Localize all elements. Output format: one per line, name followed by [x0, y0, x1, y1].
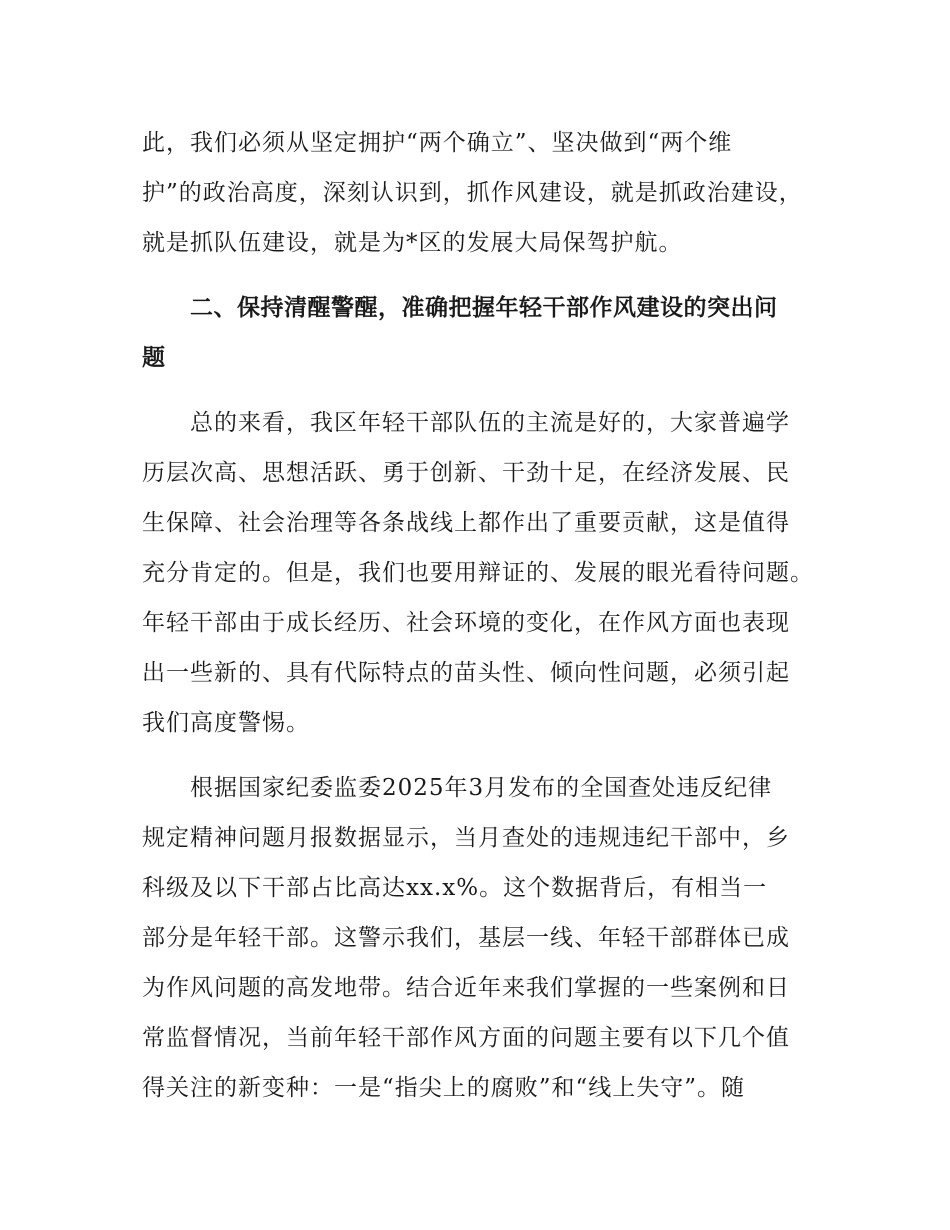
paragraph-3-line-6: 常监督情况，当前年轻干部作风方面的问题主要有以下几个值 [142, 1025, 790, 1051]
paragraph-3-line-3: 科级及以下干部占比高达xx.x%。这个数据背后，有相当一 [142, 875, 768, 901]
paragraph-1-line-3: 就是抓队伍建设，就是为*区的发展大局保驾护航。 [142, 230, 683, 256]
paragraph-2-line-3: 生保障、社会治理等各条战线上都作出了重要贡献，这是值得 [142, 510, 790, 536]
paragraph-2-line-7: 我们高度警惕。 [142, 710, 310, 736]
paragraph-3-line-5: 为作风问题的高发地带。结合近年来我们掌握的一些案例和日 [142, 975, 790, 1001]
paragraph-3-line-7: 得关注的新变种：一是“指尖上的腐败”和“线上失守”。随 [142, 1075, 746, 1101]
paragraph-1-line-2: 护”的政治高度，深刻认识到，抓作风建设，就是抓政治建设， [142, 180, 803, 206]
paragraph-2-line-5: 年轻干部由于成长经历、社会环境的变化，在作风方面也表现 [142, 610, 790, 636]
paragraph-1-line-1: 此，我们必须从坚定拥护“两个确立”、坚决做到“两个维 [142, 130, 733, 156]
paragraph-2-line-1: 总的来看，我区年轻干部队伍的主流是好的，大家普遍学 [190, 410, 790, 436]
paragraph-2-line-4: 充分肯定的。但是，我们也要用辩证的、发展的眼光看待问题。 [142, 560, 814, 586]
section-heading-line-1: 二、保持清醒警醒，准确把握年轻干部作风建设的突出问 [190, 295, 778, 321]
section-heading-line-2: 题 [142, 345, 166, 371]
paragraph-3-line-4: 部分是年轻干部。这警示我们，基层一线、年轻干部群体已成 [142, 925, 790, 951]
paragraph-3-line-2: 规定精神问题月报数据显示，当月查处的违规违纪干部中，乡 [142, 825, 790, 851]
paragraph-2-line-6: 出一些新的、具有代际特点的苗头性、倾向性问题，必须引起 [142, 660, 790, 686]
paragraph-3-line-1: 根据国家纪委监委2025年3月发布的全国查处违反纪律 [190, 775, 773, 801]
paragraph-2-line-2: 历层次高、思想活跃、勇于创新、干劲十足，在经济发展、民 [142, 460, 790, 486]
